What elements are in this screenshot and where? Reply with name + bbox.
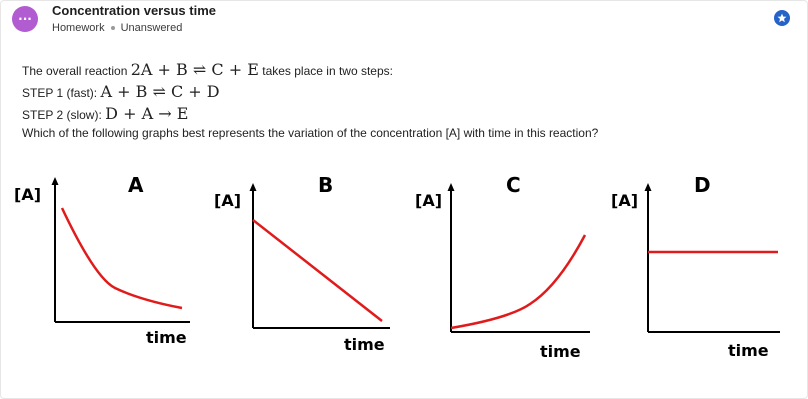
y-axis-label: [A] bbox=[415, 191, 443, 210]
graph-letter: B bbox=[318, 173, 334, 197]
separator-dot bbox=[111, 26, 115, 30]
graph-letter: C bbox=[506, 173, 521, 197]
graph-letter: D bbox=[694, 173, 711, 197]
curve-linear-decrease bbox=[253, 220, 382, 321]
x-axis-label: time bbox=[146, 328, 187, 347]
graph-d[interactable] bbox=[611, 173, 780, 360]
x-axis-label: time bbox=[728, 341, 769, 360]
star-icon bbox=[777, 13, 787, 23]
graph-a[interactable] bbox=[14, 173, 190, 347]
reaction-step-2: D + A → E bbox=[105, 104, 189, 123]
graph-c[interactable] bbox=[415, 173, 590, 361]
y-axis-arrow-icon bbox=[448, 183, 455, 191]
question-type: Homework bbox=[52, 22, 105, 34]
y-axis-label: [A] bbox=[611, 191, 639, 210]
y-axis-arrow-icon bbox=[250, 183, 257, 191]
graph-b[interactable] bbox=[214, 173, 390, 354]
question-line-3: STEP 2 (slow): D + A → E bbox=[22, 104, 189, 123]
question-line-2: STEP 1 (fast): A + B ⇌ C + D bbox=[22, 82, 220, 101]
y-axis-label: [A] bbox=[214, 191, 242, 210]
question-title[interactable]: Concentration versus time bbox=[52, 3, 216, 18]
star-badge-icon[interactable] bbox=[774, 10, 790, 26]
y-axis-arrow-icon bbox=[52, 177, 59, 185]
x-axis-label: time bbox=[540, 342, 581, 361]
graph-letter: A bbox=[128, 173, 144, 197]
x-axis-label: time bbox=[344, 335, 385, 354]
reaction-overall: 2A + B ⇌ C + E bbox=[130, 60, 259, 79]
y-axis-label: [A] bbox=[14, 185, 42, 204]
question-status: Unanswered bbox=[120, 22, 183, 34]
question-line-1: The overall reaction 2A + B ⇌ C + E takes place in two steps: bbox=[22, 60, 393, 79]
avatar[interactable]: ··· bbox=[12, 6, 38, 32]
curve-decay bbox=[62, 208, 182, 308]
y-axis-arrow-icon bbox=[645, 183, 652, 191]
curve-increase bbox=[451, 235, 585, 328]
reaction-step-1: A + B ⇌ C + D bbox=[100, 82, 220, 101]
question-meta bbox=[52, 22, 182, 34]
question-line-4: Which of the following graphs best represents the variation of the concentration [A] with time in this reaction? bbox=[22, 126, 599, 140]
answer-graphs bbox=[0, 168, 808, 368]
